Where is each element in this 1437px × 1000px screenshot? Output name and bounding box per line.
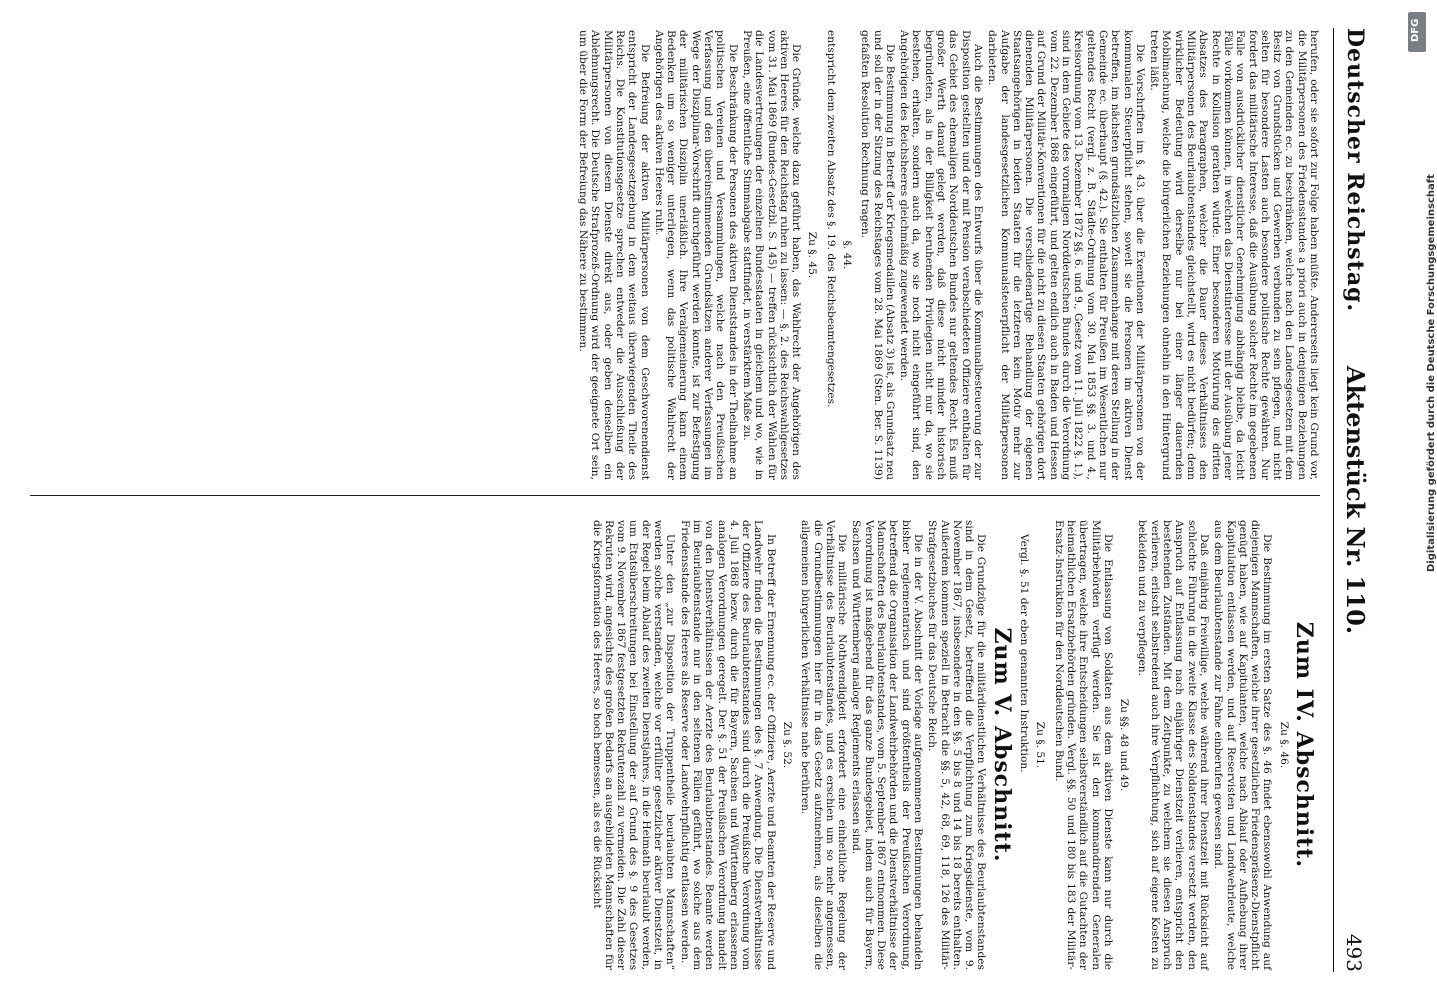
section-heading-52: Zu §. 52.	[781, 721, 794, 769]
paragraph: Die Beschränkung der Personen des aktiven Dienststandes in der Theilnahme an politischen Vereinen und Versammlungen, welche nach den Preußischen Verfassung und den übereinstimmenden Grundsätzen anderer Verfassungen im Wege der Disziplinar-Vorschrift durchgeführt werden konnte, ist zur Befestigung der militärischen Disziplin unerläßlich. Ihre Veralgemeinerung kann einem Bedenken um so weniger unterliegen, wenn das politische Wahlrecht der Angehörigen des aktiven Heeres ruht.	[652, 30, 739, 480]
paragraph: Die militärische Nothwendigkeit erfordert eine einheitliche Regelung der Verhältnisse des Beurlaubtenstandes, und es erschien um so mehr angemessen, die Grundbestimmungen hier für in das Gesetz aufzunehmen, als dieselben die allgemeinen bürgerlichen Verhältnisse nahe berühren.	[799, 520, 849, 970]
chapter-heading-iv: Zum IV. Abschnitt.	[1291, 621, 1317, 869]
dfg-logo-text: DFG	[1410, 18, 1421, 42]
page-number: 493	[1342, 933, 1366, 972]
paragraph: Die Vorschriften im §. 43. über die Exemtionen der Militärpersonen von der kommunalen Steuerpflicht stehen, soweit sie die Personen im aktiven Dienst betreffen, im nächsten grundsätzlichen Zusammenhange mit deren Stellung in der Gemeinde ec. überhaupt (§. 42.). Sie enthalten für Preußen im Wesentlichen nur geltendes Recht (vergl. z. B. Städte-Ordnung vom 30. Mai 1853 §§. 3. und 4., Kreisordnung vom 13. Dezember 1872 §§. 6. und 9., Gesetz vom 11. Juli 1822 §. 1.), sind in dem Gebiete des vormaligen Norddeutschen Bundes durch die Verordnung vom 22. Dezember 1868 eingeführt, und gelten endlich auch in Baden und Hessen auf Grund der Militär-Konventionen für die nicht zu diesen Staaten gehörigen dort dienenden Militärpersonen. Die verschiedenartige Behandlung der eigenen Staatsangehörigen in beiden Staaten für die letzteren kein Motiv mehr zur Aufgabe der landesgesetzlichen Kommunalsteuerpflicht der Militärpersonen darbieten.	[986, 30, 1146, 480]
paragraph: entspricht dem zweiten Absatz des §. 19. des Reichsbeamtengesetzes.	[824, 30, 837, 408]
left-column	[575, 30, 1320, 480]
paragraph: Die Grundzüge für die militärdienstlichen Verhältnisse des Beurlaubtenstandes sind in dem Gesetz, betreffend die Verpflichtung zum Kriegsdienste, vom 9. November 1867, insbesondere in den §§. 5 bis 8 und 14 bis 18 bereits enthalten. Außerdem kommen speziell in Betracht die §§. 5, 42, 68, 69, 118, 126 des Militär-Strafgesetzbuches für das Deutsche Reich.	[926, 520, 988, 970]
page-header	[1333, 28, 1374, 972]
column-divider	[30, 495, 1320, 496]
header-center: Aktenstück Nr. 110.	[1341, 365, 1370, 635]
right-column	[588, 520, 1320, 970]
paragraph: Die Entlassung von Soldaten aus dem aktiven Dienste kann nur durch die Militärbehörden verfügt werden. Sie ist den kommandirenden Generalen übertragen, welche ihre Entscheidungen selbstverständlich auf die Gutachten der heimathlichen Ersatzbehörden gründen. Vergl. §§. 50 und 180 bis 183 der Militär-Ersatz-Instruktion für den Norddeutschen Bund.	[1052, 520, 1114, 970]
dfg-logo	[1408, 12, 1426, 52]
credit-text: Digitalisierung gefördert durch die Deutsche Forschungsgemeinschaft	[1426, 174, 1437, 572]
paragraph: Auch die Bestimmungen des Entwurfs über die Kommunalbesteuerung der zur Disposition gestellten und der mit Pension verabschiedeten Offiziere enthalten für das Gebiet des ehemaligen Norddeutschen Bundes nur geltendes Recht. Es muß großer Werth darauf gelegt werden, daß diese nicht minder historisch begründeten, als in der Billigkeit beruhenden Privilegien nicht nur da, wo sie bestehen, erhalten, sondern auch da, wo sie noch nicht eingeführt sind, den Angehörigen des Reichsheeres gleichmäßig zugewendet werden.	[898, 30, 984, 480]
section-heading-45: Zu §. 45.	[806, 231, 819, 279]
paragraph: Die Bestimmung im ersten Satze des §. 46 findet ebensowohl Anwendung auf diejenigen Mannschaften, welche ihrer gesetzlichen Friedenspräsenz-Dienstpflicht genügt haben, wie auf Kapitulanten, welche nach Ablauf oder Aufhebung ihrer Kapitulation entlassen werden, und auf Reservisten und Landwehrleute, welche aus dem Beurlaubtenstande zur Fahne einberufen gewesen sind.	[1212, 520, 1274, 970]
digitization-credit	[1408, 12, 1437, 988]
section-heading-46: Zu §. 46.	[1277, 721, 1290, 769]
paragraph: In Betreff der Ernennung ec. der Offiziere, Aerzte und Beamten der Reserve und Landwehr finden die Bestimmungen des §. 7 Anwendung. Die Dienstverhältnisse der Offiziere des Beurlaubtenstandes sind durch die Preußische Verordnung vom 4. Juli 1868 bezw. durch die für Bayern, Sachsen und Württemberg erlassenen analogen Verordnungen geregelt. Der §. 51 der Preußischen Verordnung handelt von den Dienstverhältnissen der Aerzte des Beurlaubtenstandes. Beamte werden im Beurlaubtenstande nur in den seltenen Fällen geführt, wo solche aus dem Friedensstande des Heeres als Reserve oder Landwehrpflichtig entlassen werden.	[678, 520, 777, 970]
section-heading-48: Zu §§. 48 und 49.	[1118, 698, 1131, 792]
paragraph: Vergl. §. 51 der eben genannten Instruktion.	[1018, 534, 1031, 773]
header-left: Deutscher Reichstag.	[1342, 28, 1368, 313]
section-heading-51: Zu §. 51.	[1034, 721, 1047, 769]
paragraph: herufen, oder sie sofort zur Folge haben müßte. Andererseits liegt kein Grund vor, die Militärpersonen des Friedensstandes a priori auch in denjenigen Beziehungen zu den Gemeinden ec. zu beschränken, welche nach den Landesgesetzen mit dem Besitz von Grundstücken und Gewerben verbunden zu sein pflegen, und nicht selten für besondere Lasten auch besondere politische Rechte gewähren. Nur fordert das militärische Interesse, daß die Ausübung solcher Rechte im gegebenen Falle von ausdrücklicher dienstlicher Genehmigung abhängig bleibe, da leicht Fälle vorkommen können, in welchen das Dienstinteresse mit der Ausübung jener Rechte in Kollision gerathen würde. Einer besonderen Motivirung des dritten Absatzes des Paragraphen, welcher die Dauer dieses Verhältnisses den Militärpersonen des Beurlaubtenstandes gleichstellt, wird es nicht bedürfen; denn wirklicher Bedeutung wird derselbe nur bei einer länger dauernden Mobilmachung, welche die bürgerlichen Beziehungen ohnehin in den Hintergrund treten läßt.	[1148, 30, 1320, 480]
paragraph: Die Bestimmung in Betreff der Kriegsmedaillen (Absatz 3) ist, als Grundsatz neu und soll der in der Sitzung des Reichstages vom 28. Mai 1869 (Sten. Ber. S. 1139) gefaßten Resolution Rechnung tragen.	[859, 30, 896, 480]
paragraph: Die Gründe, welche dazu geführt haben, das Wahlrecht der Angehörigen des aktiven Heeres für den Reichstag ruhen zu lassen: — §. 2. des Reichswahlgesetzes vom 31. Mai 1869 (Bundes-Gesetzbl. S. 145) — treffen rücksichtlich der Wahlen für die Landesvertretungen der einzelnen Bundesstaaten in gleichem und wo, wie in Preußen, eine öffentliche Stimmabgabe stattfindet, in verstärktem Maße zu.	[740, 30, 803, 480]
chapter-heading-v: Zum V. Abschnitt.	[988, 627, 1015, 863]
paragraph: Daß einjährig Freiwillige, welche während ihrer Dienstzeit mit Rücksicht auf schlechte Führung in die zweite Klasse des Soldatenstandes versetzt werden, den Anspruch auf Entlassung nach einjähriger Dienstzeit verlieren, entspricht den bestehenden Zuständen. Mit dem Zeitpunkte, zu welchem sie diesen Anspruch verlieren, erlischt selbstredend auch ihre Verpflichtung, sich auf eigene Kosten zu bekleiden und zu verpflegen.	[1136, 520, 1210, 970]
paragraph: Die in der V. Abschnitt der Vorlage aufgenommenen Bestimmungen behandeln bisher reglementarisch und sind größtentheils der Preußischen Verordnung, betreffend die Organisation der Landwehrbehörden und die Dienstverhältnisse der Mannschaften des Beurlaubtenstandes, vom 5. September 1867 entnommen. Diese Verordnung ist maßgebend für das ganze Bundesgebiet, indem auch für Bayern, Sachsen und Württemberg analoge Reglements erlassen sind.	[850, 520, 924, 970]
section-heading-44: §. 44.	[841, 240, 854, 270]
paragraph: Die Befreiung der aktiven Militärpersonen von dem Geschworenendienst entspricht der Landesgesetzgebung in dem weitaus überwiegenden Theile des Reichs. Die Konstitutionsgesetze sprechen entweder die Ausschließung der Militärpersonen von diesem Dienste direkt aus, oder geben denselben ein Ablehnungsrecht. Die Deutsche Strafprozeß-Ordnung wird der geeignete Ort sein, um über die Form der Befreiung das Nähere zu bestimmen.	[577, 30, 651, 480]
paragraph: Unter den „zur Disposition der Truppentheile beurlaubten Mannschaften“ werden solche verstanden, welche vor erfüllter gesetzlicher aktiver Dienstzeit, in der Regel beim Ablauf des zweiten Dienstjahres, in die Heimath beurlaubt werden, um Etatsüberschreitungen bei Einstellung der auf Grund des §. 9 des Gesetzes vom 9. November 1867 festgesetzten Rekrutenzahl zu vermeiden. Die Zahl dieser Rekruten wird, angesichts des großen Bedarfs an ausgebildeten Mannschaften für die Kriegsformation des Heeres, so hoch bemessen, als es die Rücksicht	[590, 520, 677, 970]
